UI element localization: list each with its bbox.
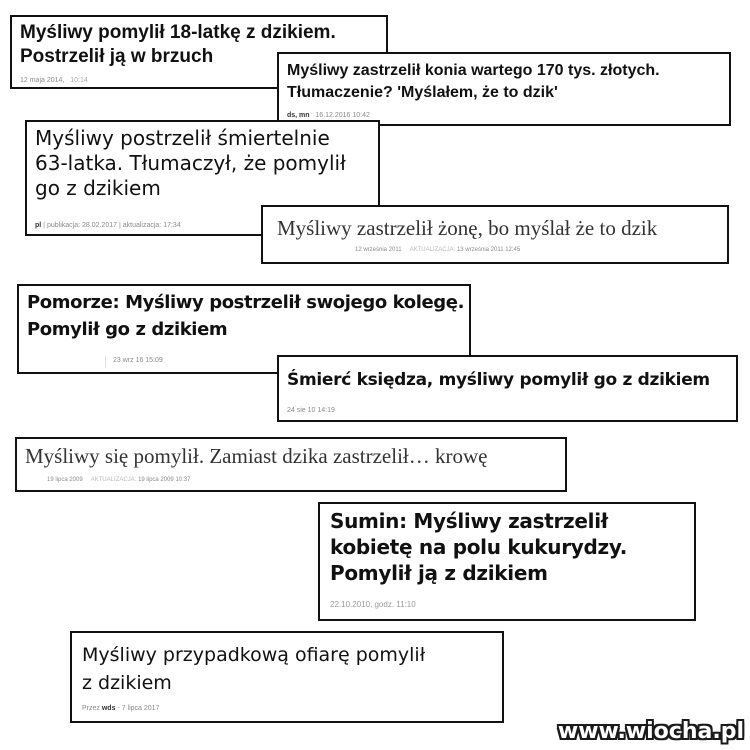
headline-card-8	[318, 502, 696, 621]
divider	[105, 356, 106, 368]
headline-card-4	[261, 205, 729, 264]
headline-title: Myśliwy zastrzelił żonę, bo myślał że to dzik	[277, 216, 658, 240]
headline-card-7	[15, 437, 567, 492]
headline-meta: Przez wds - 7 lipca 2017	[82, 705, 160, 712]
headline-card-2	[277, 52, 731, 126]
headline-title: Pomorze: Myśliwy postrzelił swojego kolegę. Pomylił go z dzikiem	[27, 292, 465, 340]
watermark-logo: www.wiocha.pl	[557, 719, 744, 744]
headline-meta: 19 lipca 2009 AKTUALIZACJA: 19 lipca 2009 10:37	[47, 477, 191, 483]
headline-meta: 24 sie 10 14:19	[287, 407, 335, 414]
headline-card-6	[277, 355, 738, 422]
headline-title: Myśliwy przypadkową ofiarę pomylił z dzikiem	[82, 644, 426, 694]
headline-meta: 23 wrz 16 15:09	[113, 357, 163, 364]
headline-meta: pl | publikacja: 28.02.2017 | aktualizacja: 17:34	[35, 222, 181, 229]
headline-title: Śmierć księdza, myśliwy pomylił go z dzikiem	[287, 370, 710, 390]
headline-meta: 22.10.2010, godz. 11:10	[330, 600, 416, 609]
headline-meta: ds, mn 16.12.2016 10:42	[287, 112, 370, 119]
headline-title: Myśliwy postrzelił śmiertelnie 63-latka. Tłumaczył, że pomylił go z dzikiem	[35, 126, 346, 200]
headline-title: Myśliwy się pomylił. Zamiast dzika zastrzelił… krowę	[25, 444, 488, 468]
headline-card-9	[70, 631, 504, 723]
headline-title: Myśliwy pomylił 18-latkę z dzikiem. Postrzelił ją w brzuch	[20, 22, 336, 67]
headline-title: Sumin: Myśliwy zastrzelił kobietę na polu kukurydzy. Pomylił ją z dzikiem	[330, 509, 628, 585]
headline-meta: 12 maja 2014, 10:14	[20, 77, 88, 84]
headline-title: Myśliwy zastrzelił konia wartego 170 tys. złotych. Tłumaczenie? 'Myślałem, że to dzik'	[287, 62, 660, 101]
headline-meta: 12 września 2011 AKTUALIZACJA: 13 września 2011 12:45	[355, 247, 521, 253]
